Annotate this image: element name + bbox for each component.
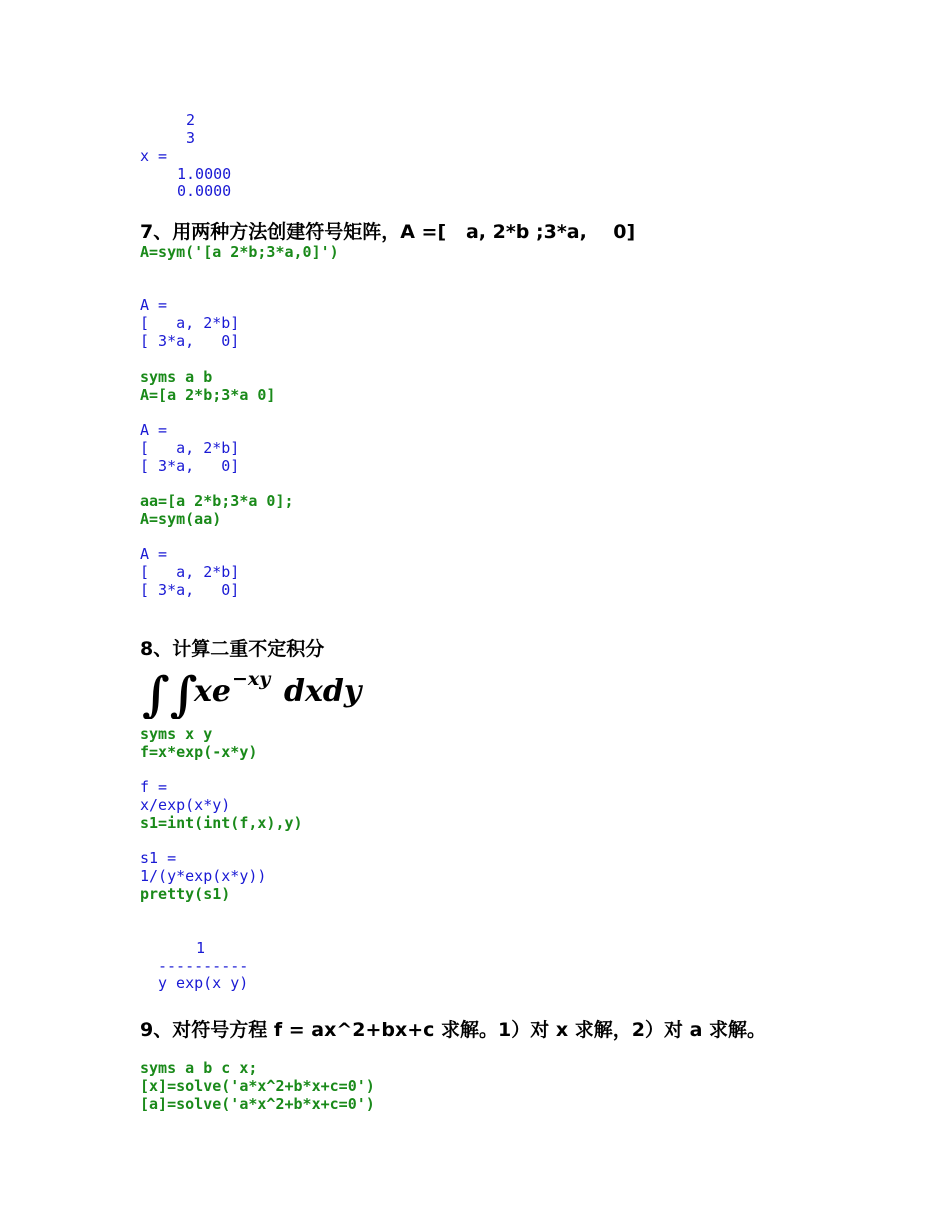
output-label: s1 = xyxy=(140,849,177,867)
output-value: 2 xyxy=(186,111,196,129)
command-line: [a]=solve('a*x^2+b*x+c=0') xyxy=(140,1095,375,1113)
command-line: aa=[a 2*b;3*a 0]; xyxy=(140,492,294,510)
command-line: A=sym('[a 2*b;3*a,0]') xyxy=(140,243,339,261)
output-label: f = xyxy=(140,778,168,796)
differentials: dxdy xyxy=(284,674,362,709)
pretty-numerator: 1 xyxy=(196,939,206,957)
command-line: [x]=solve('a*x^2+b*x+c=0') xyxy=(140,1077,375,1095)
output-label: A = xyxy=(140,421,168,439)
exponent: −xy xyxy=(232,668,271,690)
output-matrix-row: [ a, 2*b] xyxy=(140,563,240,581)
output-value: 3 xyxy=(186,129,196,147)
command-line: s1=int(int(f,x),y) xyxy=(140,814,303,832)
output-matrix-row: [ 3*a, 0] xyxy=(140,581,240,599)
section-heading-9: 9、对符号方程 f = ax^2+bx+c 求解。1）对 x 求解，2）对 a 求解。 xyxy=(140,1019,767,1041)
output-matrix-row: [ a, 2*b] xyxy=(140,314,240,332)
pretty-fraction-bar: ---------- xyxy=(158,957,249,975)
command-line: A=[a 2*b;3*a 0] xyxy=(140,386,276,404)
output-matrix-row: [ 3*a, 0] xyxy=(140,457,240,475)
section-heading-7: 7、用两种方法创建符号矩阵，A =[ a, 2*b ;3*a, 0] xyxy=(140,221,636,243)
output-value: x/exp(x*y) xyxy=(140,796,231,814)
output-label: A = xyxy=(140,296,168,314)
output-label: A = xyxy=(140,545,168,563)
output-matrix-row: [ a, 2*b] xyxy=(140,439,240,457)
output-matrix-row: [ 3*a, 0] xyxy=(140,332,240,350)
output-value: 0.0000 xyxy=(177,182,232,200)
command-line: pretty(s1) xyxy=(140,885,231,903)
command-line: f=x*exp(-x*y) xyxy=(140,743,258,761)
command-line: A=sym(aa) xyxy=(140,510,222,528)
output-value: 1.0000 xyxy=(177,165,232,183)
integral-formula-graphic xyxy=(140,667,390,719)
section-heading-8: 8、计算二重不定积分 xyxy=(140,638,325,660)
command-line: syms a b xyxy=(140,368,213,386)
double-integral-formula xyxy=(140,667,390,719)
output-value: 1/(y*exp(x*y)) xyxy=(140,867,267,885)
integrand: xe xyxy=(194,674,231,709)
pretty-denominator: y exp(x y) xyxy=(158,974,249,992)
command-line: syms x y xyxy=(140,725,213,743)
command-line: syms a b c x; xyxy=(140,1059,258,1077)
output-label: x = xyxy=(140,147,168,165)
integral-sign: ∫∫ xyxy=(142,667,198,719)
